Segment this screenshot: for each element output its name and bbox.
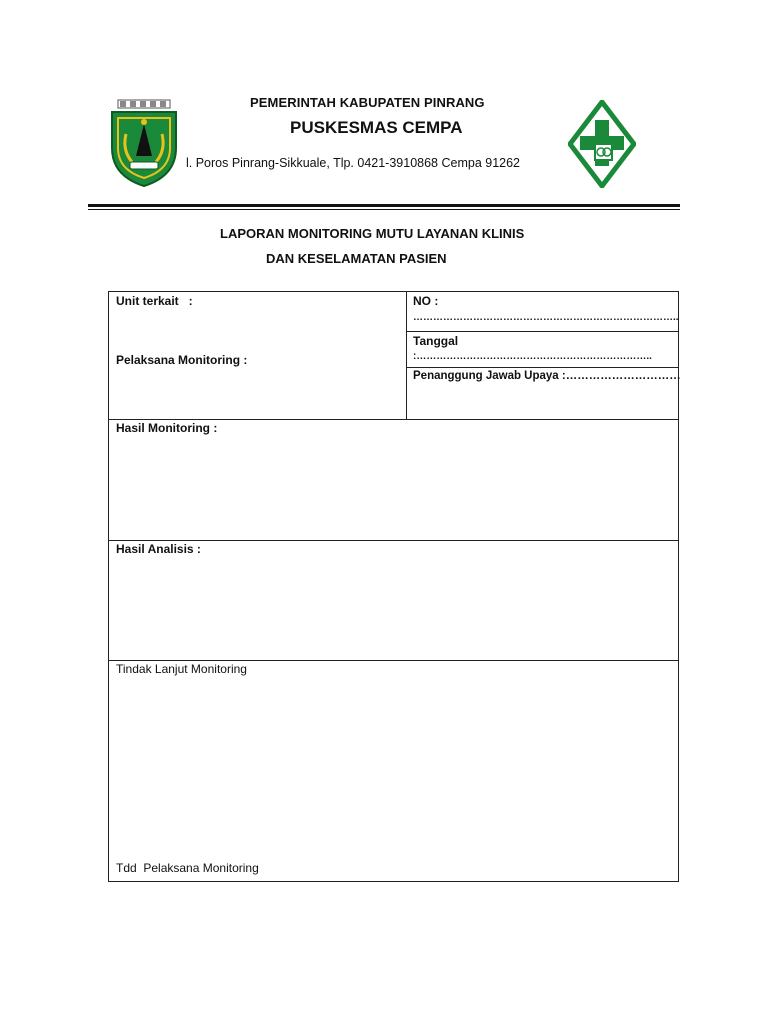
tanggal-dots: :…………………………………………………………….. xyxy=(413,351,652,362)
header-divider-thin xyxy=(88,209,680,210)
hasil-monitoring-label: Hasil Monitoring : xyxy=(116,421,218,435)
hasil-analisis-cell[interactable] xyxy=(108,540,679,661)
tindak-lanjut-label: Tindak Lanjut Monitoring xyxy=(116,662,247,676)
institution-name: PUSKESMAS CEMPA xyxy=(290,118,463,137)
tanggal-label: Tanggal xyxy=(413,334,459,348)
report-title-line-1: LAPORAN MONITORING MUTU LAYANAN KLINIS xyxy=(220,226,525,241)
penanggung-label: Penanggung Jawab Upaya :………………………… xyxy=(413,370,681,382)
institution-address: l. Poros Pinrang-Sikkuale, Tlp. 0421-3910868 Cempa 91262 xyxy=(186,156,521,170)
no-label: NO : xyxy=(413,294,439,308)
regency-crest-icon xyxy=(108,98,180,188)
government-name: PEMERINTAH KABUPATEN PINRANG xyxy=(250,95,485,110)
puskesmas-cross-icon xyxy=(568,100,636,188)
no-dots: …………………………………………………………………….. xyxy=(413,312,679,323)
tindak-lanjut-cell[interactable] xyxy=(108,660,679,882)
hasil-analisis-label: Hasil Analisis : xyxy=(116,542,201,556)
report-title-line-2: DAN KESELAMATAN PASIEN xyxy=(266,251,447,266)
pelaksana-label: Pelaksana Monitoring : xyxy=(116,353,248,367)
hasil-monitoring-cell[interactable] xyxy=(108,419,679,541)
tdd-label: Tdd Pelaksana Monitoring xyxy=(116,861,259,875)
header-divider-thick xyxy=(88,204,680,207)
unit-label: Unit terkait : xyxy=(116,294,193,308)
